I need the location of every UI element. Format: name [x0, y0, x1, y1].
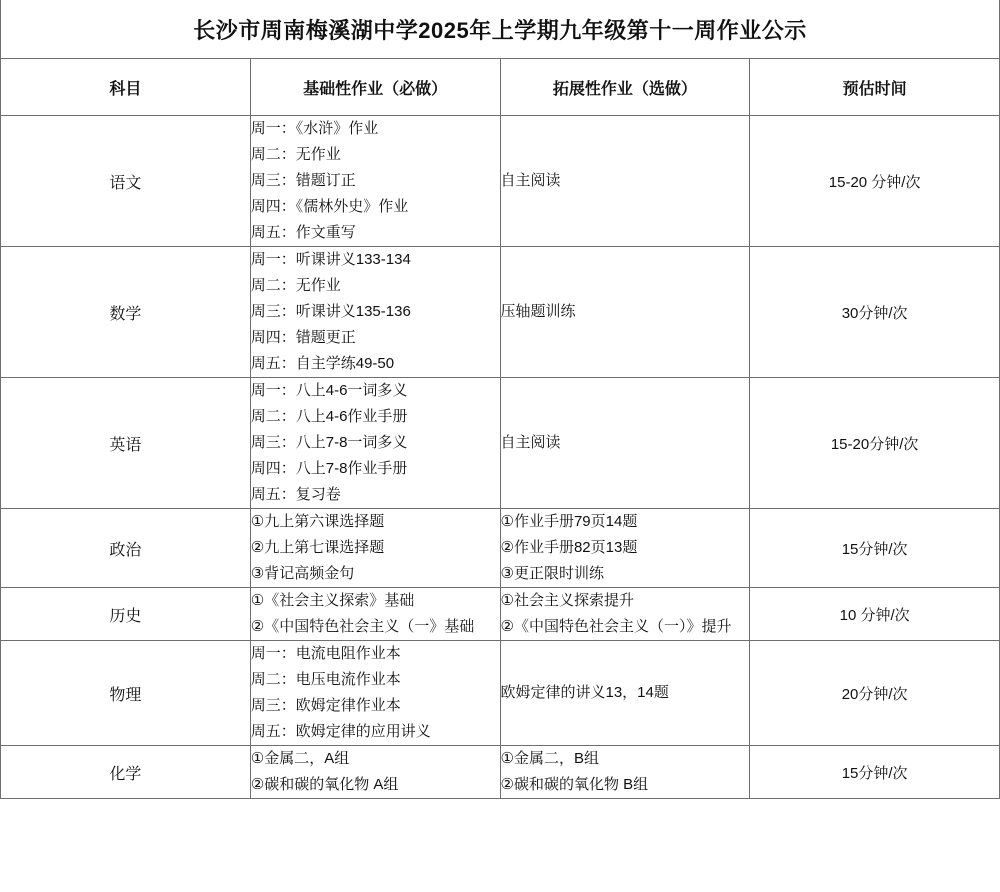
basic-homework-lines: [251, 588, 500, 640]
table-rows: [1, 116, 1000, 799]
table-body: [1, 0, 1000, 116]
extension-homework-lines: [501, 430, 750, 456]
table-row: [1, 746, 1000, 799]
column-header-subject: 科目: [1, 59, 251, 116]
basic-homework-line: 周二：无作业: [250, 146, 341, 163]
basic-homework-line: 周五：欧姆定律的应用讲义: [250, 723, 431, 740]
basic-homework-cell: [250, 116, 500, 247]
basic-homework-line: 周五：作文重写: [250, 224, 356, 241]
basic-homework-line: 周三：八上7-8一词多义: [250, 434, 408, 451]
subject-cell: 数学: [1, 247, 251, 378]
extension-homework-line: ②碳和碳的氧化物 B组: [500, 776, 649, 793]
basic-homework-line: ①《社会主义探索》基础: [250, 592, 415, 609]
basic-homework-cell: [250, 378, 500, 509]
basic-homework-lines: [251, 378, 500, 508]
estimated-time-cell: 30分钟/次: [750, 247, 1000, 378]
table-row: [1, 247, 1000, 378]
table-header-row: [1, 59, 1000, 116]
extension-homework-lines: [501, 746, 750, 798]
basic-homework-line: 周一：电流电阻作业本: [250, 645, 401, 662]
basic-homework-line: 周三：欧姆定律作业本: [250, 697, 401, 714]
estimated-time-cell: 15-20分钟/次: [750, 378, 1000, 509]
basic-homework-cell: [250, 509, 500, 588]
basic-homework-line: ①九上第六课选择题: [250, 513, 385, 530]
basic-homework-line: 周二：八上4-6作业手册: [250, 408, 408, 425]
column-header-time: 预估时间: [750, 59, 1000, 116]
table-row: [1, 641, 1000, 746]
extension-homework-line: ①作业手册79页14题: [500, 513, 638, 530]
table-row: [1, 378, 1000, 509]
estimated-time-cell: 15-20 分钟/次: [750, 116, 1000, 247]
table-row: [1, 588, 1000, 641]
table-row: [1, 509, 1000, 588]
table-row: [1, 116, 1000, 247]
basic-homework-line: 周三：听课讲义135-136: [250, 303, 411, 320]
basic-homework-lines: [251, 746, 500, 798]
extension-homework-line: 自主阅读: [500, 172, 561, 189]
basic-homework-line: 周二：无作业: [250, 277, 341, 294]
subject-cell: 历史: [1, 588, 251, 641]
basic-homework-line: 周四：错题更正: [250, 329, 356, 346]
extension-homework-cell: [500, 378, 750, 509]
extension-homework-lines: [501, 299, 750, 325]
basic-homework-lines: [251, 641, 500, 745]
basic-homework-lines: [251, 247, 500, 377]
basic-homework-line: 周一：《水浒》作业: [250, 120, 379, 137]
basic-homework-line: ①金属二，A组: [250, 750, 350, 767]
extension-homework-line: ②《中国特色社会主义（一）》提升: [500, 618, 732, 635]
basic-homework-line: 周四：八上7-8作业手册: [250, 460, 408, 477]
basic-homework-line: 周二：电压电流作业本: [250, 671, 401, 688]
subject-cell: 语文: [1, 116, 251, 247]
extension-homework-lines: [501, 509, 750, 587]
extension-homework-line: 欧姆定律的讲义13，14题: [500, 684, 669, 701]
estimated-time-cell: 20分钟/次: [750, 641, 1000, 746]
estimated-time-cell: 15分钟/次: [750, 746, 1000, 799]
extension-homework-cell: [500, 746, 750, 799]
subject-cell: 政治: [1, 509, 251, 588]
extension-homework-line: ①社会主义探索提升: [500, 592, 634, 609]
extension-homework-cell: [500, 641, 750, 746]
basic-homework-line: 周一：听课讲义133-134: [250, 251, 411, 268]
basic-homework-cell: [250, 641, 500, 746]
basic-homework-line: ②《中国特色社会主义（一》基础: [250, 618, 475, 635]
page-title: 长沙市周南梅溪湖中学2025年上学期九年级第十一周作业公示: [1, 0, 1000, 59]
extension-homework-line: 自主阅读: [500, 434, 561, 451]
basic-homework-cell: [250, 247, 500, 378]
extension-homework-lines: [501, 588, 750, 640]
extension-homework-line: ③更正限时训练: [500, 565, 604, 582]
basic-homework-cell: [250, 746, 500, 799]
basic-homework-cell: [250, 588, 500, 641]
extension-homework-cell: [500, 588, 750, 641]
basic-homework-line: ②碳和碳的氧化物 A组: [250, 776, 399, 793]
basic-homework-lines: [251, 116, 500, 246]
extension-homework-line: ②作业手册82页13题: [500, 539, 638, 556]
subject-cell: 化学: [1, 746, 251, 799]
basic-homework-line: 周四：《儒林外史》作业: [250, 198, 409, 215]
basic-homework-lines: [251, 509, 500, 587]
column-header-extension: 拓展性作业（选做）: [500, 59, 750, 116]
extension-homework-lines: [501, 680, 750, 706]
basic-homework-line: ③背记高频金句: [250, 565, 355, 582]
basic-homework-line: 周五：自主学练49-50: [250, 355, 395, 372]
extension-homework-lines: [501, 168, 750, 194]
column-header-basic: 基础性作业（必做）: [250, 59, 500, 116]
basic-homework-line: 周一：八上4-6一词多义: [250, 382, 408, 399]
extension-homework-cell: [500, 509, 750, 588]
estimated-time-cell: 15分钟/次: [750, 509, 1000, 588]
extension-homework-cell: [500, 116, 750, 247]
basic-homework-line: 周五：复习卷: [250, 486, 341, 503]
title-row: [1, 0, 1000, 59]
estimated-time-cell: 10 分钟/次: [750, 588, 1000, 641]
basic-homework-line: ②九上第七课选择题: [250, 539, 385, 556]
subject-cell: 英语: [1, 378, 251, 509]
extension-homework-line: ①金属二，B组: [500, 750, 599, 767]
extension-homework-cell: [500, 247, 750, 378]
subject-cell: 物理: [1, 641, 251, 746]
basic-homework-line: 周三：错题订正: [250, 172, 356, 189]
extension-homework-line: 压轴题训练: [500, 303, 576, 320]
